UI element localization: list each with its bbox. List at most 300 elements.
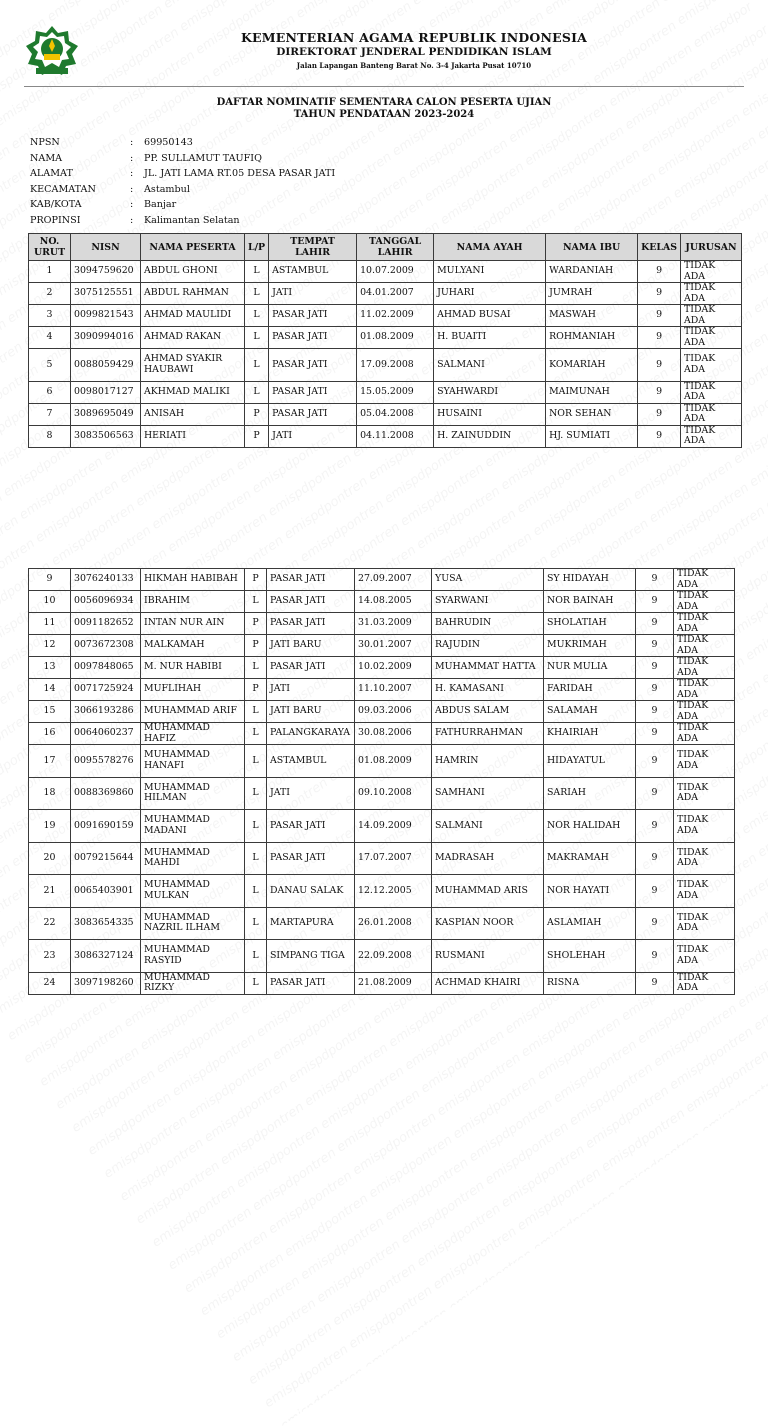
table-cell: 0091690159 xyxy=(71,810,141,843)
column-header: NAMA AYAH xyxy=(434,234,546,261)
participant-table-page-1 xyxy=(28,233,742,448)
table-cell: JATI xyxy=(269,425,357,447)
table-cell: L xyxy=(245,591,267,613)
table-cell: TIDAK ADA xyxy=(674,907,735,940)
table-cell: MAIMUNAH xyxy=(546,381,638,403)
table-cell: 16 xyxy=(29,723,71,745)
table-cell: M. NUR HABIBI xyxy=(141,657,245,679)
table-cell: 3083654335 xyxy=(71,907,141,940)
info-label: NAMA xyxy=(30,152,63,164)
table-cell: L xyxy=(245,305,269,327)
table-cell: HJ. SUMIATI xyxy=(546,425,638,447)
table-cell: 9 xyxy=(638,349,681,382)
table-row xyxy=(29,591,735,613)
participant-table-page-2 xyxy=(28,568,735,995)
table-cell: 09.03.2006 xyxy=(355,701,432,723)
table-cell: 0088059429 xyxy=(71,349,141,382)
table-cell: H. BUAITI xyxy=(434,327,546,349)
table-cell: 8 xyxy=(29,425,71,447)
info-row xyxy=(30,137,335,153)
table-cell: TIDAK ADA xyxy=(674,777,735,810)
letterhead xyxy=(20,24,748,86)
table-cell: L xyxy=(245,327,269,349)
table-cell: TIDAK ADA xyxy=(681,261,742,283)
table-cell: 09.10.2008 xyxy=(355,777,432,810)
table-cell: TIDAK ADA xyxy=(674,613,735,635)
column-header: KELAS xyxy=(638,234,681,261)
table-cell: 7 xyxy=(29,403,71,425)
table-cell: H. KAMASANI xyxy=(432,679,544,701)
table-cell: 9 xyxy=(638,425,681,447)
table-cell: KASPIAN NOOR xyxy=(432,907,544,940)
table-cell: 9 xyxy=(636,701,674,723)
table-cell: TIDAK ADA xyxy=(674,701,735,723)
table-cell: IBRAHIM xyxy=(141,591,245,613)
table-cell: PASAR JATI xyxy=(267,613,355,635)
table-cell: 6 xyxy=(29,381,71,403)
table-cell: 0079215644 xyxy=(71,842,141,875)
table-cell: 14.09.2009 xyxy=(355,810,432,843)
table-cell: 17.09.2008 xyxy=(357,349,434,382)
table-cell: 9 xyxy=(636,842,674,875)
table-cell: 27.09.2007 xyxy=(355,569,432,591)
table-cell: 04.01.2007 xyxy=(357,283,434,305)
table-cell: JATI xyxy=(267,777,355,810)
table-cell: 3075125551 xyxy=(71,283,141,305)
info-colon: : xyxy=(130,199,134,210)
info-value: Kalimantan Selatan xyxy=(144,214,240,226)
table-cell: SAMHANI xyxy=(432,777,544,810)
column-header: NAMA IBU xyxy=(546,234,638,261)
table-cell: NOR SEHAN xyxy=(546,403,638,425)
table-cell: 9 xyxy=(636,569,674,591)
table-cell: AHMAD BUSAI xyxy=(434,305,546,327)
table-row xyxy=(29,777,735,810)
table-cell: ROHMANIAH xyxy=(546,327,638,349)
table-header-row xyxy=(29,234,742,261)
table-cell: SIMPANG TIGA xyxy=(267,940,355,973)
info-value: 69950143 xyxy=(144,137,193,148)
table-cell: L xyxy=(245,940,267,973)
table-cell: 9 xyxy=(638,327,681,349)
table-row xyxy=(29,613,735,635)
table-cell: MUHAMMAD NAZRIL ILHAM xyxy=(141,907,245,940)
table-cell: 9 xyxy=(636,635,674,657)
table-cell: TIDAK ADA xyxy=(674,657,735,679)
table-cell: 14.08.2005 xyxy=(355,591,432,613)
table-cell: 0088369860 xyxy=(71,777,141,810)
table-cell: 5 xyxy=(29,349,71,382)
table-cell: ASLAMIAH xyxy=(544,907,636,940)
table-cell: BAHRUDIN xyxy=(432,613,544,635)
table-cell: JATI BARU xyxy=(267,635,355,657)
table-cell: 3076240133 xyxy=(71,569,141,591)
table-cell: SALMANI xyxy=(434,349,546,382)
table-body xyxy=(29,569,735,995)
table-cell: SY HIDAYAH xyxy=(544,569,636,591)
table-row xyxy=(29,875,735,908)
table-cell: 0099821543 xyxy=(71,305,141,327)
table-cell: 17.07.2007 xyxy=(355,842,432,875)
table-cell: 9 xyxy=(636,907,674,940)
table-cell: 1 xyxy=(29,261,71,283)
table-cell: YUSA xyxy=(432,569,544,591)
info-row xyxy=(30,184,335,200)
info-colon: : xyxy=(130,152,134,164)
table-cell: AHMAD SYAKIR HAUBAWI xyxy=(141,349,245,382)
table-cell: MALKAMAH xyxy=(141,635,245,657)
header-divider xyxy=(24,86,744,87)
table-cell: HAMRIN xyxy=(432,745,544,778)
table-cell: L xyxy=(245,810,267,843)
table-cell: NUR MULIA xyxy=(544,657,636,679)
info-row xyxy=(30,153,335,169)
ministry-address: Jalan Lapangan Banteng Barat No. 3-4 Jakarta Pusat 10710 xyxy=(296,61,532,70)
table-cell: FATHURRAHMAN xyxy=(432,723,544,745)
column-header: L/P xyxy=(245,234,269,261)
table-cell: 3097198260 xyxy=(71,972,141,994)
table-cell: L xyxy=(245,842,267,875)
table-cell: KHAIRIAH xyxy=(544,723,636,745)
table-cell: 19 xyxy=(29,810,71,843)
table-cell: ANISAH xyxy=(141,403,245,425)
table-cell: 9 xyxy=(636,657,674,679)
table-cell: PASAR JATI xyxy=(267,972,355,994)
table-cell: L xyxy=(245,701,267,723)
table-cell: MADRASAH xyxy=(432,842,544,875)
table-cell: SYAHWARDI xyxy=(434,381,546,403)
table-row xyxy=(29,635,735,657)
table-cell: 9 xyxy=(638,403,681,425)
table-cell: L xyxy=(245,381,269,403)
table-cell: H. ZAINUDDIN xyxy=(434,425,546,447)
table-cell: 23 xyxy=(29,940,71,973)
table-cell: AHMAD RAKAN xyxy=(141,327,245,349)
table-cell: MUHAMMAD ARIF xyxy=(141,701,245,723)
table-row xyxy=(29,907,735,940)
table-row xyxy=(29,283,742,305)
table-cell: MARTAPURA xyxy=(267,907,355,940)
table-row xyxy=(29,940,735,973)
table-cell: 9 xyxy=(29,569,71,591)
table-cell: P xyxy=(245,425,269,447)
table-cell: 22 xyxy=(29,907,71,940)
column-header: TANGGAL LAHIR xyxy=(357,234,434,261)
table-cell: MUHAMMAD MAHDI xyxy=(141,842,245,875)
table-cell: 3094759620 xyxy=(71,261,141,283)
table-cell: TIDAK ADA xyxy=(674,723,735,745)
title-line-2: TAHUN PENDATAAN 2023-2024 xyxy=(293,109,475,120)
table-cell: PASAR JATI xyxy=(267,569,355,591)
table-cell: SALAMAH xyxy=(544,701,636,723)
table-cell: RISNA xyxy=(544,972,636,994)
table-cell: PASAR JATI xyxy=(267,810,355,843)
table-cell: L xyxy=(245,723,267,745)
table-row xyxy=(29,701,735,723)
table-cell: ASTAMBUL xyxy=(269,261,357,283)
table-cell: 3089695049 xyxy=(71,403,141,425)
table-cell: RUSMANI xyxy=(432,940,544,973)
info-label: PROPINSI xyxy=(30,214,81,226)
ministry-name: KEMENTERIAN AGAMA REPUBLIK INDONESIA xyxy=(240,30,588,45)
table-cell: 15.05.2009 xyxy=(357,381,434,403)
table-cell: MUKRIMAH xyxy=(544,635,636,657)
table-row xyxy=(29,679,735,701)
table-cell: 18 xyxy=(29,777,71,810)
table-cell: 9 xyxy=(636,940,674,973)
table-cell: 10 xyxy=(29,591,71,613)
table-cell: TIDAK ADA xyxy=(681,403,742,425)
table-cell: 11.10.2007 xyxy=(355,679,432,701)
table-cell: ACHMAD KHAIRI xyxy=(432,972,544,994)
table-cell: SHOLATIAH xyxy=(544,613,636,635)
table-cell: 01.08.2009 xyxy=(355,745,432,778)
table-cell: NOR HALIDAH xyxy=(544,810,636,843)
info-label: KECAMATAN xyxy=(30,183,96,195)
table-cell: 05.04.2008 xyxy=(357,403,434,425)
table-cell: 20 xyxy=(29,842,71,875)
table-cell: L xyxy=(245,745,267,778)
table-cell: L xyxy=(245,657,267,679)
table-cell: SARIAH xyxy=(544,777,636,810)
table-cell: MASWAH xyxy=(546,305,638,327)
table-cell: L xyxy=(245,261,269,283)
table-cell: 30.01.2007 xyxy=(355,635,432,657)
table-cell: 9 xyxy=(636,777,674,810)
table-cell: 24 xyxy=(29,972,71,994)
table-cell: MULYANI xyxy=(434,261,546,283)
table-cell: WARDANIAH xyxy=(546,261,638,283)
table-cell: SYARWANI xyxy=(432,591,544,613)
table-cell: P xyxy=(245,679,267,701)
table-cell: 2 xyxy=(29,283,71,305)
table-cell: 17 xyxy=(29,745,71,778)
table-cell: MUHAMMAD RASYID xyxy=(141,940,245,973)
table-cell: 3066193286 xyxy=(71,701,141,723)
info-value: Astambul xyxy=(144,183,190,195)
info-colon: : xyxy=(130,168,134,179)
table-cell: HUSAINI xyxy=(434,403,546,425)
table-cell: PASAR JATI xyxy=(269,327,357,349)
table-cell: P xyxy=(245,569,267,591)
table-cell: 0064060237 xyxy=(71,723,141,745)
table-cell: 15 xyxy=(29,701,71,723)
table-cell: ASTAMBUL xyxy=(267,745,355,778)
table-cell: 04.11.2008 xyxy=(357,425,434,447)
table-row xyxy=(29,327,742,349)
table-cell: PASAR JATI xyxy=(267,657,355,679)
table-cell: 9 xyxy=(636,613,674,635)
table-cell: MUHAMMAD ARIS xyxy=(432,875,544,908)
table-row xyxy=(29,972,735,994)
table-cell: HERIATI xyxy=(141,425,245,447)
info-value: JL. JATI LAMA RT.05 DESA PASAR JATI xyxy=(144,168,336,179)
table-cell: NOR BAINAH xyxy=(544,591,636,613)
table-cell: 0091182652 xyxy=(71,613,141,635)
table-cell: DANAU SALAK xyxy=(267,875,355,908)
table-cell: P xyxy=(245,635,267,657)
table-cell: 12.12.2005 xyxy=(355,875,432,908)
table-cell: 11 xyxy=(29,613,71,635)
table-cell: 30.08.2006 xyxy=(355,723,432,745)
table-cell: HIDAYATUL xyxy=(544,745,636,778)
table-row xyxy=(29,569,735,591)
table-row xyxy=(29,425,742,447)
table-row xyxy=(29,842,735,875)
table-cell: SHOLEHAH xyxy=(544,940,636,973)
table-cell: 9 xyxy=(636,745,674,778)
table-cell: 9 xyxy=(636,723,674,745)
table-cell: TIDAK ADA xyxy=(681,425,742,447)
table-cell: JUMRAH xyxy=(546,283,638,305)
table-cell: PASAR JATI xyxy=(267,591,355,613)
table-cell: TIDAK ADA xyxy=(674,745,735,778)
table-cell: 21.08.2009 xyxy=(355,972,432,994)
table-row xyxy=(29,261,742,283)
table-cell: MAKRAMAH xyxy=(544,842,636,875)
table-cell: 0097848065 xyxy=(71,657,141,679)
table-cell: HIKMAH HABIBAH xyxy=(141,569,245,591)
table-cell: 3086327124 xyxy=(71,940,141,973)
column-header: NO. URUT xyxy=(29,234,71,261)
table-cell: 12 xyxy=(29,635,71,657)
table-row xyxy=(29,723,735,745)
info-value: PP. SULLAMUT TAUFIQ xyxy=(144,152,262,164)
table-cell: 0098017127 xyxy=(71,381,141,403)
table-cell: 9 xyxy=(638,261,681,283)
table-cell: 11.02.2009 xyxy=(357,305,434,327)
table-cell: TIDAK ADA xyxy=(674,679,735,701)
directorate-name: DIREKTORAT JENDERAL PENDIDIKAN ISLAM xyxy=(276,46,552,58)
table-cell: P xyxy=(245,403,269,425)
table-cell: PASAR JATI xyxy=(269,403,357,425)
table-cell: MUHAMMAD RIZKY xyxy=(141,972,245,994)
info-colon: : xyxy=(130,137,134,148)
table-cell: MUHAMMAD MULKAN xyxy=(141,875,245,908)
table-cell: 0056096934 xyxy=(71,591,141,613)
table-cell: 10.02.2009 xyxy=(355,657,432,679)
table-cell: PASAR JATI xyxy=(269,305,357,327)
document-title xyxy=(0,97,768,121)
table-row xyxy=(29,745,735,778)
column-header: TEMPAT LAHIR xyxy=(269,234,357,261)
table-cell: 21 xyxy=(29,875,71,908)
info-label: KAB/KOTA xyxy=(30,199,82,210)
table-cell: 9 xyxy=(636,591,674,613)
info-row xyxy=(30,168,335,184)
table-cell: 3083506563 xyxy=(71,425,141,447)
table-cell: ABDUL RAHMAN xyxy=(141,283,245,305)
column-header: JURUSAN xyxy=(681,234,742,261)
info-label: NPSN xyxy=(30,137,60,148)
table-cell: 0071725924 xyxy=(71,679,141,701)
table-cell: L xyxy=(245,907,267,940)
table-cell: TIDAK ADA xyxy=(674,940,735,973)
table-cell: 14 xyxy=(29,679,71,701)
table-cell: JATI xyxy=(267,679,355,701)
table-cell: L xyxy=(245,875,267,908)
table-cell: 01.08.2009 xyxy=(357,327,434,349)
table-cell: 0095578276 xyxy=(71,745,141,778)
table-cell: TIDAK ADA xyxy=(681,283,742,305)
table-cell: 9 xyxy=(638,283,681,305)
table-row xyxy=(29,657,735,679)
table-cell: 9 xyxy=(636,810,674,843)
table-cell: TIDAK ADA xyxy=(674,569,735,591)
table-cell: MUHAMMAD MADANI xyxy=(141,810,245,843)
table-row xyxy=(29,381,742,403)
table-cell: JATI BARU xyxy=(267,701,355,723)
table-cell: TIDAK ADA xyxy=(674,810,735,843)
table-row xyxy=(29,305,742,327)
table-cell: FARIDAH xyxy=(544,679,636,701)
info-value: Banjar xyxy=(144,199,177,210)
table-cell: PASAR JATI xyxy=(269,349,357,382)
column-header: NISN xyxy=(71,234,141,261)
table-cell: MUHAMMAD HANAFI xyxy=(141,745,245,778)
table-cell: TIDAK ADA xyxy=(674,591,735,613)
table-cell: MUHAMMAD HAFIZ xyxy=(141,723,245,745)
info-colon: : xyxy=(130,183,134,195)
table-cell: PASAR JATI xyxy=(267,842,355,875)
info-row xyxy=(30,215,335,231)
table-cell: 26.01.2008 xyxy=(355,907,432,940)
table-cell: TIDAK ADA xyxy=(674,842,735,875)
table-cell: KOMARIAH xyxy=(546,349,638,382)
table-cell: MUFLIHAH xyxy=(141,679,245,701)
table-row xyxy=(29,403,742,425)
table-cell: TIDAK ADA xyxy=(674,875,735,908)
table-cell: 0065403901 xyxy=(71,875,141,908)
table-cell: 9 xyxy=(638,305,681,327)
table-cell: JUHARI xyxy=(434,283,546,305)
table-cell: TIDAK ADA xyxy=(681,381,742,403)
info-row xyxy=(30,199,335,215)
table-cell: 10.07.2009 xyxy=(357,261,434,283)
table-cell: MUHAMMAD HILMAN xyxy=(141,777,245,810)
title-line-1: DAFTAR NOMINATIF SEMENTARA CALON PESERTA UJIAN xyxy=(216,97,552,108)
table-cell: SALMANI xyxy=(432,810,544,843)
table-cell: P xyxy=(245,613,267,635)
table-cell: 4 xyxy=(29,327,71,349)
table-cell: TIDAK ADA xyxy=(674,972,735,994)
table-cell: JATI xyxy=(269,283,357,305)
column-header: NAMA PESERTA xyxy=(141,234,245,261)
table-cell: ABDUS SALAM xyxy=(432,701,544,723)
table-cell: L xyxy=(245,283,269,305)
school-info xyxy=(30,137,335,230)
table-cell: AHMAD MAULIDI xyxy=(141,305,245,327)
table-row xyxy=(29,810,735,843)
table-cell: TIDAK ADA xyxy=(681,349,742,382)
table-cell: 3 xyxy=(29,305,71,327)
info-label: ALAMAT xyxy=(30,168,73,179)
table-cell: TIDAK ADA xyxy=(681,305,742,327)
table-cell: 9 xyxy=(636,875,674,908)
table-cell: RAJUDIN xyxy=(432,635,544,657)
table-cell: PASAR JATI xyxy=(269,381,357,403)
table-cell: AKHMAD MALIKI xyxy=(141,381,245,403)
table-cell: ABDUL GHONI xyxy=(141,261,245,283)
table-cell: 9 xyxy=(636,972,674,994)
table-cell: MUHAMMAT HATTA xyxy=(432,657,544,679)
table-cell: 31.03.2009 xyxy=(355,613,432,635)
table-cell: 0073672308 xyxy=(71,635,141,657)
table-cell: 3090994016 xyxy=(71,327,141,349)
table-cell: INTAN NUR AIN xyxy=(141,613,245,635)
table-cell: TIDAK ADA xyxy=(674,635,735,657)
info-colon: : xyxy=(130,214,134,226)
